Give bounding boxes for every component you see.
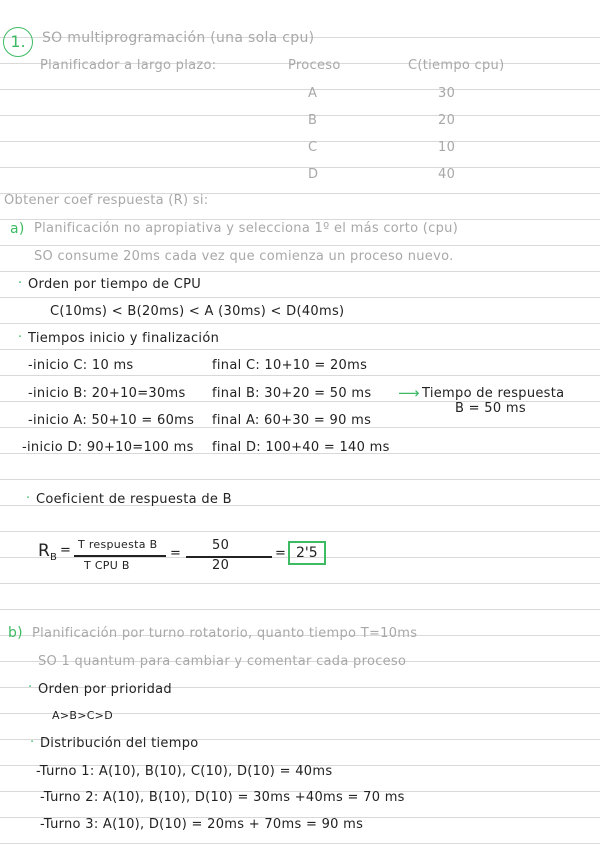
- coef-title: Coeficient de respuesta de B: [36, 492, 232, 507]
- part-b-label: b): [8, 625, 23, 641]
- formula-equals: =: [170, 546, 182, 561]
- fraction1-denominator: T CPU B: [84, 559, 130, 572]
- part-b-statement-line2: SO 1 quantum para cambiar y comentar cada proceso: [38, 654, 407, 669]
- formula-equals: =: [275, 546, 287, 561]
- bullet-dot: ·: [26, 491, 31, 506]
- respuesta-line2: B = 50 ms: [455, 401, 526, 416]
- orden-prioridad-value: A>B>C>D: [52, 709, 113, 722]
- table-cell-tiempo: 30: [438, 86, 456, 101]
- inicio-row: -inicio C: 10 ms: [28, 358, 134, 373]
- table-cell-proceso: C: [308, 140, 318, 155]
- turno-row: -Turno 1: A(10), B(10), C(10), D(10) = 40ms: [36, 764, 333, 779]
- tiempos-title: Tiempos inicio y finalización: [28, 331, 220, 346]
- fraction2-denominator: 20: [212, 558, 230, 573]
- inicio-row: -inicio B: 20+10=30ms: [28, 386, 186, 401]
- bullet-dot: ·: [18, 276, 23, 291]
- column-header-proceso: Proceso: [288, 58, 341, 73]
- table-cell-tiempo: 10: [438, 140, 456, 155]
- final-row: final B: 30+20 = 50 ms: [212, 386, 372, 401]
- table-cell-tiempo: 20: [438, 113, 456, 128]
- fraction1-line: [74, 555, 166, 557]
- part-a-statement-line1: Planificación no apropiativa y selecciona 1º el más corto (cpu): [34, 221, 459, 236]
- orden-prioridad-title: Orden por prioridad: [38, 682, 172, 697]
- header-subtitle: Planificador a largo plazo:: [40, 58, 217, 73]
- table-cell-proceso: D: [308, 167, 319, 182]
- part-b-statement-line1: Planificación por turno rotatorio, quanto tiempo T=10ms: [32, 626, 418, 641]
- respuesta-line1: Tiempo de respuesta: [422, 386, 565, 401]
- section-number-circle: 1.: [3, 27, 33, 57]
- objective-text: Obtener coef respuesta (R) si:: [4, 193, 209, 208]
- turno-row: -Turno 3: A(10), D(10) = 20ms + 70ms = 90 ms: [40, 817, 364, 832]
- table-cell-tiempo: 40: [438, 167, 456, 182]
- part-a-label: a): [10, 221, 25, 237]
- bullet-dot: ·: [28, 680, 33, 695]
- final-row: final A: 60+30 = 90 ms: [212, 413, 372, 428]
- bullet-dot: ·: [18, 330, 23, 345]
- fraction1-numerator: T respuesta B: [78, 538, 158, 551]
- distribucion-title: Distribución del tiempo: [40, 736, 199, 751]
- turno-row: -Turno 2: A(10), B(10), D(10) = 30ms +40ms = 70 ms: [40, 790, 405, 805]
- bullet-dot: ·: [30, 735, 35, 750]
- fraction2-numerator: 50: [212, 538, 230, 553]
- formula-lhs: R: [38, 541, 51, 561]
- arrow-icon: ⟶: [398, 384, 420, 402]
- inicio-row: -inicio A: 50+10 = 60ms: [28, 413, 195, 428]
- inicio-row: -inicio D: 90+10=100 ms: [22, 440, 194, 455]
- final-row: final C: 10+10 = 20ms: [212, 358, 368, 373]
- orden-value: C(10ms) < B(20ms) < A (30ms) < D(40ms): [50, 304, 345, 319]
- part-a-statement-line2: SO consume 20ms cada vez que comienza un proceso nuevo.: [34, 249, 454, 264]
- column-header-tiempo: C(tiempo cpu): [408, 58, 505, 73]
- formula-subscript: B: [50, 552, 58, 563]
- table-cell-proceso: B: [308, 113, 318, 128]
- orden-title: Orden por tiempo de CPU: [28, 277, 202, 292]
- final-row: final D: 100+40 = 140 ms: [212, 440, 390, 455]
- result-box: 2'5: [288, 541, 326, 565]
- header-title: SO multiprogramación (una sola cpu): [42, 30, 315, 46]
- table-cell-proceso: A: [308, 86, 318, 101]
- formula-equals: =: [60, 543, 72, 558]
